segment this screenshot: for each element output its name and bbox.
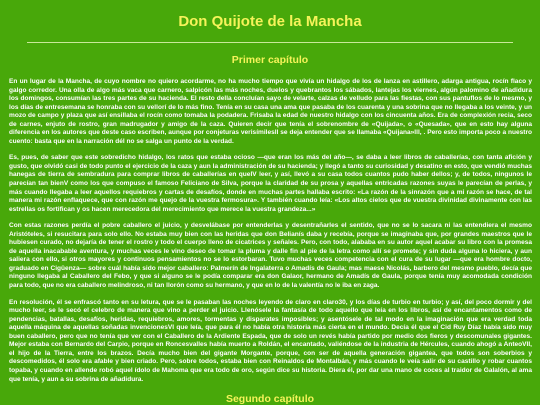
page-title: Don Quijote de la Mancha (178, 13, 362, 30)
title-divider (27, 42, 513, 43)
paragraph: En un lugar de la Mancha, de cuyo nombre no quiero acordarme, no ha mucho tiempo que vivía un hidalgo de los de lanza en astillero, adarga antigua, rocín flaco y galgo corredor. Una olla de algo más vaca que carnero, salpicón las más noches, duelos y quebrantos los sábados, lantejas los viernes, algún palomino de añadidura los domingos, consumían las tres partes de su hacienda. El resto della concluían sayo de velarte, calzas de velludo para las fiestas, con sus pantuflos de lo mesmo, y los días de entresemana se honraba con su vellorí de lo más fino. Tenía en su casa una ama que pasaba de los cuarenta y una sobrina que no llegaba a los veinte, y un mozo de campo y plaza que así ensillaba el rocín como tomaba la podadera. Frisaba la edad de nuestro hidalgo con los cincuenta años. Era de complexión recia, seco de carnes, enjuto de rostro, gran madrugador y amigo de la caza. Quieren decir que tenía el sobrenombre de «Quijada», o «Quesada», que en esto hay alguna diferencia en los autores que deste caso escriben, aunque por conjeturas verisímilesll se deja entender que se llamaba «Quijana»lll, . Pero esto importa poco a nuestro cuento: basta que en la narración dél no se salga un punto de la verdad. (9, 78, 532, 145)
paragraph: Con estas razones perdía el pobre caballero el juicio, y desvelábase por entenderlas y desentrañarles el sentido, que no se lo sacara ni las entendiera el mesmo Aristóteles, si resucitara para solo ello. No estaba muy bien con las heridas que don Belianís daba y recebía, porque se imaginaba que, por grandes maestros que le hubiesen curado, no dejaría de tener el rostro y todo el cuerpo lleno de cicatrices y señales. Pero, con todo, alababa en su autor aquel acabar su libro con la promesa de aquella inacabable aventura, y muchas veces le vino deseo de tomar la pluma y dalle fin al pie de la letra como allí se promete; y sin duda alguna lo hiciera, y aun saliera con ello, si otros mayores y continuos pensamientos no se lo estorbaran. Tuvo muchas veces competencia con el cura de su lugar —que era hombre docto, graduado en Cigüenza— sobre cuál había sido mejor caballero: Palmerín de Ingalaterra o Amadís de Gaula; mas maese Nicolás, barbero del mesmo pueblo, decía que ninguno llegaba al Caballero del Febo, y que si alguno se le podía comparar era don Galaor, hermano de Amadís de Gaula, porque tenía muy acomodada condición para todo, que no era caballero melindroso, ni tan llorón como su hermano, y que en lo de la valentía no le iba en zaga. (9, 222, 532, 290)
chapter-2 (0, 392, 540, 405)
paragraph: Es, pues, de saber que este sobredicho hidalgo, los ratos que estaba ocioso —que eran los más del año—, se daba a leer libros de caballerías, con tanta afición y gusto, que olvidó casi de todo punto el ejercicio de la caza y aun la administración de su hacienda; y llegó a tanto su curiosidad y desatino en esto, que vendió muchas hanegas de tierra de sembradura para comprar libros de caballerías en queIV leer, y así, llevó a su casa todos cuantos pudo haber dellos; y, de todos, ningunos le parecían tan bienV como los que compuso el famoso Feliciano de Silva, porque la claridad de su prosa y aquellas entricadas razones suyas le parecían de perlas, y más cuando llegaba a leer aquellos requiebros y cartas de desafíos, donde en muchas partes hallaba escrito: «La razón de la sinrazón que a mi razón se hace, de tal manera mi razón enflaquece, que con razón me quejo de la vuestra fermosura». Y también cuando leía: «Los altos cielos que de vuestra divinidad divinamente con las estrellas os fortifican y os hacen merecedora del merecimiento que merece la vuestra grandeza...» (9, 154, 532, 213)
chapter-heading: Primer capítulo (231, 54, 309, 66)
chapter-1 (0, 53, 540, 384)
paragraph: En resolución, él se enfrascó tanto en su letura, que se le pasaban las noches leyendo de claro en claro30, y los días de turbio en turbio; y así, del poco dormir y del mucho leer, se le secó el celebro de manera que vino a perder el juicio. Llenósele la fantasía de todo aquello que leía en los libros, así de encantamentos como de pendencias, batallas, desafíos, heridas, requiebros, amores, tormentas y disparates imposibles; y asentósele de tal modo en la imaginación que era verdad toda aquella máquina de aquellas soñadas invencionesVI que leía, que para él no había otra historia más cierta en el mundo. Decía él que el Cid Ruy Díaz había sido muy buen caballero, pero que no tenía que ver con el Caballero de la Ardiente Espada, que de solo un revés había partido por medio dos fieros y descomunales gigantes. Mejor estaba con Bernardo del Carpio, porque en Roncesvalles había muerto a Roldán, el encantado, valiéndose de la industria de Hércules, cuando ahogó a AnteoVII, el hijo de la Tierra, entre los brazos. Decía mucho bien del gigante Morgante, porque, con ser de aquella generación gigantea, que todos son soberbios y descomedidos, él solo era afable y bien criado. Pero, sobre todos, estaba bien con Reinaldos de Montalbán, y más cuando le veía salir de su castillo y robar cuantos topaba, y cuando en allende robó aquel ídolo de Mahoma que era todo de oro, según dice su historia. Diera él, por dar una mano de coces al traidor de Galalón, al ama que tenía, y aun a su sobrina de añadidura. (9, 298, 532, 383)
chapter-heading: Segundo capítulo (225, 393, 315, 405)
